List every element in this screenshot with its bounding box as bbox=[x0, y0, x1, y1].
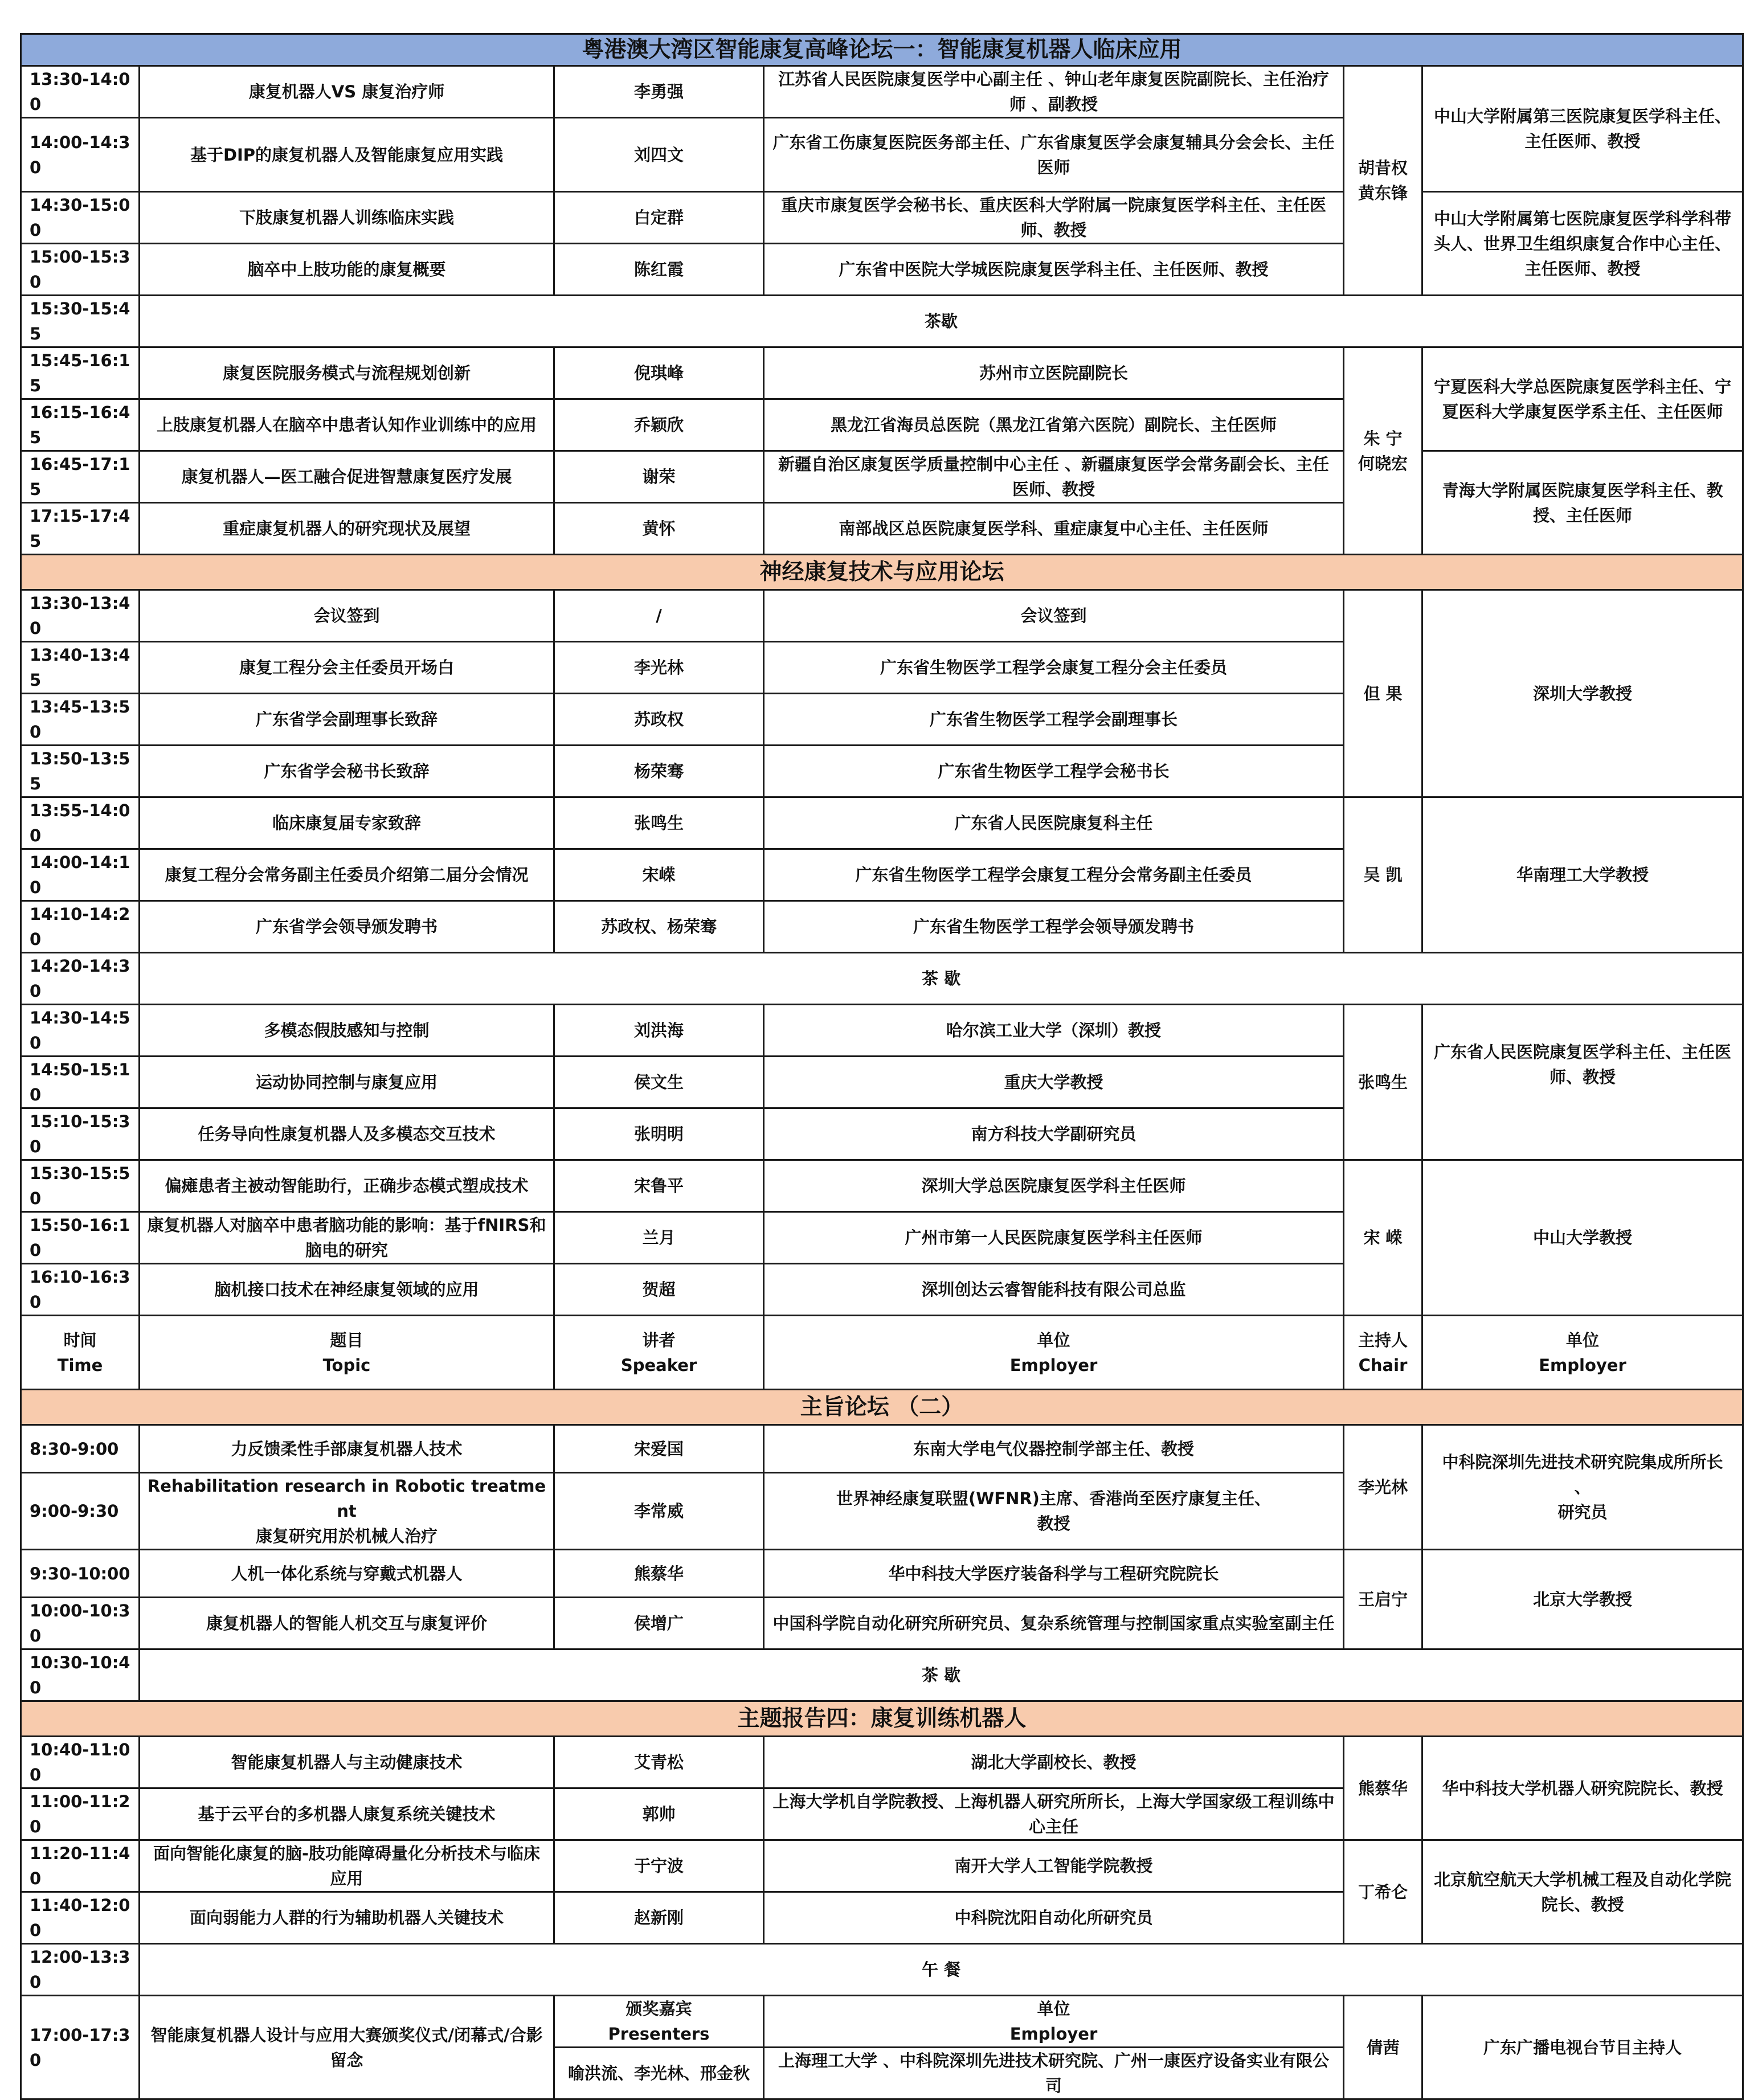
section-header-row bbox=[21, 34, 1743, 66]
employer-cell: 广东省人民医院康复科主任 bbox=[764, 797, 1344, 849]
time-cell: 11:40-12:00 bbox=[21, 1892, 140, 1944]
time-cell: 15:00-15:30 bbox=[21, 244, 140, 296]
time-cell: 14:30-15:00 bbox=[21, 192, 140, 244]
topic-cell: 力反馈柔性手部康复机器人技术 bbox=[140, 1425, 554, 1473]
employer-cell: 黑龙江省海员总医院（黑龙江省第六医院）副院长、主任医师 bbox=[764, 399, 1344, 451]
chair-unit-cell: 北京航空航天大学机械工程及自动化学院院长、教授 bbox=[1422, 1840, 1743, 1944]
time-cell: 11:20-11:40 bbox=[21, 1840, 140, 1892]
employer-cell: 南方科技大学副研究员 bbox=[764, 1108, 1344, 1160]
chair-cell: 但 果 bbox=[1344, 590, 1422, 797]
time-cell: 13:50-13:55 bbox=[21, 746, 140, 797]
section-title: 主题报告四：康复训练机器人 bbox=[21, 1701, 1743, 1737]
table-row bbox=[21, 1005, 1743, 1057]
topic-cell: 智能康复机器人与主动健康技术 bbox=[140, 1737, 554, 1788]
topic-cell: 康复机器人—医工融合促进智慧康复医疗发展 bbox=[140, 451, 554, 503]
time-cell: 14:20-14:30 bbox=[21, 953, 140, 1005]
table-row bbox=[21, 590, 1743, 642]
speaker-cell: 张明明 bbox=[554, 1108, 764, 1160]
chair-unit-cell: 中科院深圳先进技术研究院集成所所长 、 研究员 bbox=[1422, 1425, 1743, 1550]
chair-cell: 熊蔡华 bbox=[1344, 1737, 1422, 1840]
chair-cell: 宋 嵘 bbox=[1344, 1160, 1422, 1316]
chair-unit-cell: 中山大学附属第七医院康复医学科学科带头人、世界卫生组织康复合作中心主任、主任医师、教授 bbox=[1422, 192, 1743, 296]
chair-cell: 丁希仑 bbox=[1344, 1840, 1422, 1944]
time-cell: 13:55-14:00 bbox=[21, 797, 140, 849]
time-cell: 14:00-14:30 bbox=[21, 118, 140, 192]
header-speaker: 讲者 Speaker bbox=[554, 1316, 764, 1390]
employer-cell: 深圳创达云睿智能科技有限公司总监 bbox=[764, 1264, 1344, 1316]
speaker-cell: 黄怀 bbox=[554, 503, 764, 555]
award-row bbox=[21, 1996, 1743, 2048]
topic-cell: 广东省学会领导颁发聘书 bbox=[140, 901, 554, 953]
chair-cell: 吴 凯 bbox=[1344, 797, 1422, 953]
speaker-cell: 郭帅 bbox=[554, 1788, 764, 1840]
time-cell: 15:10-15:30 bbox=[21, 1108, 140, 1160]
chair-unit-cell: 深圳大学教授 bbox=[1422, 590, 1743, 797]
employer-cell: 广东省生物医学工程学会康复工程分会主任委员 bbox=[764, 642, 1344, 694]
speaker-cell: 白定群 bbox=[554, 192, 764, 244]
employer-cell: 湖北大学副校长、教授 bbox=[764, 1737, 1344, 1788]
time-cell: 14:50-15:10 bbox=[21, 1057, 140, 1108]
section-title: 主旨论坛 （二） bbox=[21, 1390, 1743, 1425]
section-header-row bbox=[21, 555, 1743, 590]
chair-cell: 李光林 bbox=[1344, 1425, 1422, 1550]
employer-cell: 中科院沈阳自动化所研究员 bbox=[764, 1892, 1344, 1944]
time-cell: 13:45-13:50 bbox=[21, 694, 140, 746]
topic-cell: 广东省学会秘书长致辞 bbox=[140, 746, 554, 797]
chair-unit-cell: 华南理工大学教授 bbox=[1422, 797, 1743, 953]
time-cell: 16:15-16:45 bbox=[21, 399, 140, 451]
topic-cell: 重症康复机器人的研究现状及展望 bbox=[140, 503, 554, 555]
topic-cell: 人机一体化系统与穿戴式机器人 bbox=[140, 1550, 554, 1598]
topic-cell: 运动协同控制与康复应用 bbox=[140, 1057, 554, 1108]
employer-cell: 上海理工大学 、中科院深圳先进技术研究院、广州一康医疗设备实业有限公司 bbox=[764, 2048, 1344, 2099]
table-row bbox=[21, 66, 1743, 118]
topic-cell: 面向智能化康复的脑-肢功能障碍量化分析技术与临床应用 bbox=[140, 1840, 554, 1892]
chair-unit-cell: 华中科技大学机器人研究院院长、教授 bbox=[1422, 1737, 1743, 1840]
speaker-cell: 兰月 bbox=[554, 1212, 764, 1264]
time-cell: 15:50-16:10 bbox=[21, 1212, 140, 1264]
chair-unit-cell: 宁夏医科大学总医院康复医学科主任、宁夏医科大学康复医学系主任、主任医师 bbox=[1422, 347, 1743, 451]
topic-cell: 任务导向性康复机器人及多模态交互技术 bbox=[140, 1108, 554, 1160]
table-row bbox=[21, 1160, 1743, 1212]
topic-cell: 智能康复机器人设计与应用大赛颁奖仪式/闭幕式/合影留念 bbox=[140, 1996, 554, 2099]
employer-cell: 南开大学人工智能学院教授 bbox=[764, 1840, 1344, 1892]
speaker-cell: 刘洪海 bbox=[554, 1005, 764, 1057]
employer-cell: 广东省生物医学工程学会领导颁发聘书 bbox=[764, 901, 1344, 953]
speaker-cell: 李勇强 bbox=[554, 66, 764, 118]
topic-cell: Rehabilitation research in Robotic treatment 康复研究用於机械人治疗 bbox=[140, 1473, 554, 1550]
speaker-cell: 宋嵘 bbox=[554, 849, 764, 901]
section-header-row bbox=[21, 1701, 1743, 1737]
time-cell: 14:00-14:10 bbox=[21, 849, 140, 901]
time-cell: 15:30-15:45 bbox=[21, 296, 140, 347]
speaker-cell: 张鸣生 bbox=[554, 797, 764, 849]
time-cell: 15:45-16:15 bbox=[21, 347, 140, 399]
topic-cell: 临床康复届专家致辞 bbox=[140, 797, 554, 849]
break-row bbox=[21, 1649, 1743, 1701]
speaker-cell: 苏政权、杨荣骞 bbox=[554, 901, 764, 953]
time-cell: 14:10-14:20 bbox=[21, 901, 140, 953]
topic-cell: 下肢康复机器人训练临床实践 bbox=[140, 192, 554, 244]
time-cell: 13:30-14:00 bbox=[21, 66, 140, 118]
topic-cell: 广东省学会副理事长致辞 bbox=[140, 694, 554, 746]
employer-cell: 会议签到 bbox=[764, 590, 1344, 642]
employer-cell: 哈尔滨工业大学（深圳）教授 bbox=[764, 1005, 1344, 1057]
topic-cell: 康复工程分会常务副主任委员介绍第二届分会情况 bbox=[140, 849, 554, 901]
topic-cell: 基于云平台的多机器人康复系统关键技术 bbox=[140, 1788, 554, 1840]
employer-cell: 广东省中医院大学城医院康复医学科主任、主任医师、教授 bbox=[764, 244, 1344, 296]
employer-cell: 东南大学电气仪器控制学部主任、教授 bbox=[764, 1425, 1344, 1473]
time-cell: 16:10-16:30 bbox=[21, 1264, 140, 1316]
time-cell: 10:30-10:40 bbox=[21, 1649, 140, 1701]
time-cell: 17:00-17:30 bbox=[21, 1996, 140, 2099]
break-label: 茶歇 bbox=[140, 296, 1743, 347]
time-cell: 9:00-9:30 bbox=[21, 1473, 140, 1550]
speaker-cell: / bbox=[554, 590, 764, 642]
header-time: 时间 Time bbox=[21, 1316, 140, 1390]
speaker-cell: 李光林 bbox=[554, 642, 764, 694]
chair-cell: 王启宁 bbox=[1344, 1550, 1422, 1649]
employer-cell: 广东省生物医学工程学会副理事长 bbox=[764, 694, 1344, 746]
employer-cell: 广东省生物医学工程学会康复工程分会常务副主任委员 bbox=[764, 849, 1344, 901]
employer-cell: 中国科学院自动化研究所研究员、复杂系统管理与控制国家重点实验室副主任 bbox=[764, 1598, 1344, 1649]
header-chair-unit: 单位 Employer bbox=[1422, 1316, 1743, 1390]
break-label: 午 餐 bbox=[140, 1944, 1743, 1996]
topic-cell: 康复机器人VS 康复治疗师 bbox=[140, 66, 554, 118]
topic-cell: 基于DIP的康复机器人及智能康复应用实践 bbox=[140, 118, 554, 192]
speaker-cell: 宋爱国 bbox=[554, 1425, 764, 1473]
speaker-cell: 侯文生 bbox=[554, 1057, 764, 1108]
topic-cell: 会议签到 bbox=[140, 590, 554, 642]
section-header-row bbox=[21, 1390, 1743, 1425]
section-title: 神经康复技术与应用论坛 bbox=[21, 555, 1743, 590]
award-employer-header: 单位 Employer bbox=[764, 1996, 1344, 2048]
topic-cell: 多模态假肢感知与控制 bbox=[140, 1005, 554, 1057]
time-cell: 10:00-10:30 bbox=[21, 1598, 140, 1649]
agenda-table bbox=[20, 33, 1744, 2100]
time-cell: 9:30-10:00 bbox=[21, 1550, 140, 1598]
agenda-page bbox=[20, 33, 1742, 2100]
time-cell: 11:00-11:20 bbox=[21, 1788, 140, 1840]
employer-cell: 广州市第一人民医院康复医学科主任医师 bbox=[764, 1212, 1344, 1264]
employer-cell: 深圳大学总医院康复医学科主任医师 bbox=[764, 1160, 1344, 1212]
employer-cell: 南部战区总医院康复医学科、重症康复中心主任、主任医师 bbox=[764, 503, 1344, 555]
time-cell: 16:45-17:15 bbox=[21, 451, 140, 503]
section-title: 粤港澳大湾区智能康复高峰论坛一：智能康复机器人临床应用 bbox=[21, 34, 1743, 66]
column-header-row bbox=[21, 1316, 1743, 1390]
table-row bbox=[21, 1550, 1743, 1598]
employer-cell: 世界神经康复联盟(WFNR)主席、香港尚至医疗康复主任、 教授 bbox=[764, 1473, 1344, 1550]
speaker-cell: 熊蔡华 bbox=[554, 1550, 764, 1598]
speaker-cell: 赵新刚 bbox=[554, 1892, 764, 1944]
table-row bbox=[21, 1425, 1743, 1473]
employer-cell: 华中科技大学医疗装备科学与工程研究院院长 bbox=[764, 1550, 1344, 1598]
chair-unit-cell: 中山大学教授 bbox=[1422, 1160, 1743, 1316]
chair-cell: 倩茜 bbox=[1344, 1996, 1422, 2099]
table-row bbox=[21, 1840, 1743, 1892]
topic-cell: 偏瘫患者主被动智能助行，正确步态模式塑成技术 bbox=[140, 1160, 554, 1212]
time-cell: 8:30-9:00 bbox=[21, 1425, 140, 1473]
table-row bbox=[21, 192, 1743, 244]
topic-cell: 脑卒中上肢功能的康复概要 bbox=[140, 244, 554, 296]
topic-cell: 康复机器人对脑卒中患者脑功能的影响：基于fNIRS和脑电的研究 bbox=[140, 1212, 554, 1264]
speaker-cell: 陈红霞 bbox=[554, 244, 764, 296]
topic-cell: 康复医院服务模式与流程规划创新 bbox=[140, 347, 554, 399]
chair-cell: 胡昔权 黄东锋 bbox=[1344, 66, 1422, 296]
time-cell: 12:00-13:30 bbox=[21, 1944, 140, 1996]
time-cell: 13:30-13:40 bbox=[21, 590, 140, 642]
topic-cell: 上肢康复机器人在脑卒中患者认知作业训练中的应用 bbox=[140, 399, 554, 451]
topic-cell: 康复机器人的智能人机交互与康复评价 bbox=[140, 1598, 554, 1649]
table-row bbox=[21, 797, 1743, 849]
speaker-cell: 李常威 bbox=[554, 1473, 764, 1550]
break-label: 茶 歇 bbox=[140, 953, 1743, 1005]
table-row bbox=[21, 1737, 1743, 1788]
chair-unit-cell: 北京大学教授 bbox=[1422, 1550, 1743, 1649]
break-row bbox=[21, 296, 1743, 347]
chair-cell: 张鸣生 bbox=[1344, 1005, 1422, 1160]
speaker-cell: 苏政权 bbox=[554, 694, 764, 746]
chair-unit-cell: 广东省人民医院康复医学科主任、主任医师、教授 bbox=[1422, 1005, 1743, 1160]
table-row bbox=[21, 451, 1743, 503]
time-cell: 14:30-14:50 bbox=[21, 1005, 140, 1057]
header-chair: 主持人 Chair bbox=[1344, 1316, 1422, 1390]
presenter-cell: 喻洪流、李光林、邢金秋 bbox=[554, 2048, 764, 2099]
employer-cell: 广东省工伤康复医院医务部主任、广东省康复医学会康复辅具分会会长、主任医师 bbox=[764, 118, 1344, 192]
lunch-row bbox=[21, 1944, 1743, 1996]
time-cell: 13:40-13:45 bbox=[21, 642, 140, 694]
speaker-cell: 侯增广 bbox=[554, 1598, 764, 1649]
speaker-cell: 倪琪峰 bbox=[554, 347, 764, 399]
chair-unit-cell: 中山大学附属第三医院康复医学科主任、主任医师、教授 bbox=[1422, 66, 1743, 192]
time-cell: 10:40-11:00 bbox=[21, 1737, 140, 1788]
topic-cell: 脑机接口技术在神经康复领域的应用 bbox=[140, 1264, 554, 1316]
employer-cell: 苏州市立医院副院长 bbox=[764, 347, 1344, 399]
speaker-cell: 乔颖欣 bbox=[554, 399, 764, 451]
chair-cell: 朱 宁 何晓宏 bbox=[1344, 347, 1422, 555]
employer-cell: 江苏省人民医院康复医学中心副主任 、钟山老年康复医院副院长、主任治疗师 、副教授 bbox=[764, 66, 1344, 118]
speaker-cell: 刘四文 bbox=[554, 118, 764, 192]
speaker-cell: 谢荣 bbox=[554, 451, 764, 503]
presenter-header: 颁奖嘉宾 Presenters bbox=[554, 1996, 764, 2048]
speaker-cell: 于宁波 bbox=[554, 1840, 764, 1892]
break-row bbox=[21, 953, 1743, 1005]
speaker-cell: 杨荣骞 bbox=[554, 746, 764, 797]
employer-cell: 重庆市康复医学会秘书长、重庆医科大学附属一院康复医学科主任、主任医师、教授 bbox=[764, 192, 1344, 244]
time-cell: 15:30-15:50 bbox=[21, 1160, 140, 1212]
employer-cell: 新疆自治区康复医学质量控制中心主任 、新疆康复医学会常务副会长、主任医师、教授 bbox=[764, 451, 1344, 503]
table-row bbox=[21, 347, 1743, 399]
speaker-cell: 贺超 bbox=[554, 1264, 764, 1316]
header-topic: 题目 Topic bbox=[140, 1316, 554, 1390]
employer-cell: 上海大学机自学院教授、上海机器人研究所所长，上海大学国家级工程训练中心主任 bbox=[764, 1788, 1344, 1840]
speaker-cell: 宋鲁平 bbox=[554, 1160, 764, 1212]
employer-cell: 重庆大学教授 bbox=[764, 1057, 1344, 1108]
break-label: 茶 歇 bbox=[140, 1649, 1743, 1701]
topic-cell: 康复工程分会主任委员开场白 bbox=[140, 642, 554, 694]
speaker-cell: 艾青松 bbox=[554, 1737, 764, 1788]
chair-unit-cell: 青海大学附属医院康复医学科主任、教授、主任医师 bbox=[1422, 451, 1743, 555]
time-cell: 17:15-17:45 bbox=[21, 503, 140, 555]
topic-cell: 面向弱能力人群的行为辅助机器人关键技术 bbox=[140, 1892, 554, 1944]
chair-unit-cell: 广东广播电视台节目主持人 bbox=[1422, 1996, 1743, 2099]
header-employer: 单位 Employer bbox=[764, 1316, 1344, 1390]
employer-cell: 广东省生物医学工程学会秘书长 bbox=[764, 746, 1344, 797]
